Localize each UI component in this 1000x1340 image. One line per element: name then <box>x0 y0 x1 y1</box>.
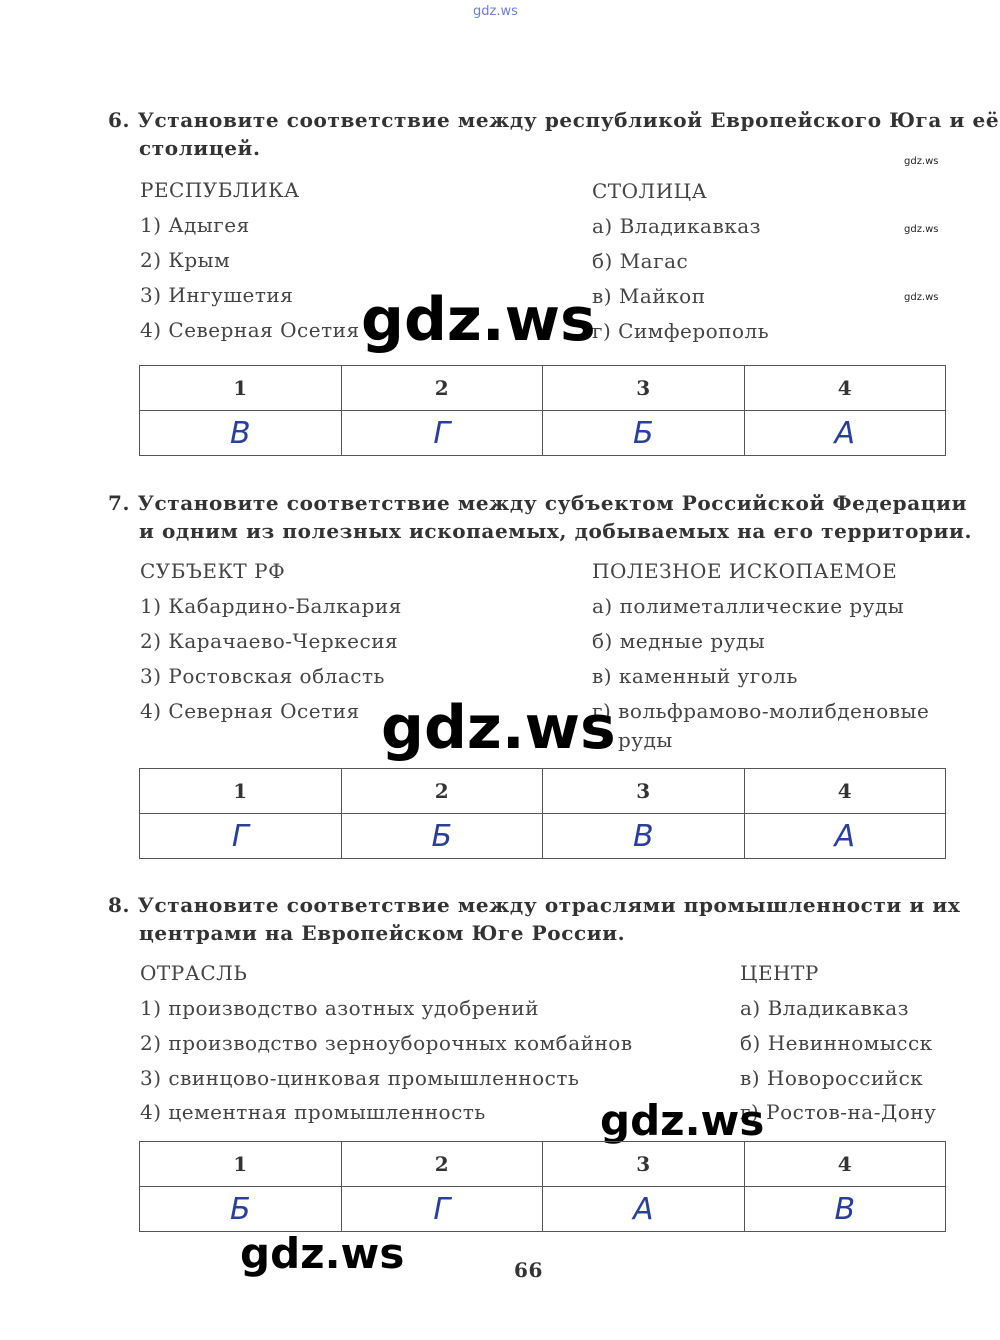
q8-left-header: ОТРАСЛЬ <box>140 961 248 985</box>
q8-left-item: 1) производство азотных удобрений <box>140 996 539 1020</box>
q6-left-header: РЕСПУБЛИКА <box>140 178 300 202</box>
answer-cell: Г <box>341 411 543 456</box>
q7-right-item: а) полиметаллические руды <box>592 594 905 618</box>
table-header: 4 <box>744 366 946 411</box>
table-header: 3 <box>543 1142 745 1187</box>
q7-right-item-cont: руды <box>618 728 673 752</box>
q6-right-item: а) Владикавказ <box>592 214 762 238</box>
answer-cell: А <box>543 1187 745 1232</box>
answer-cell: В <box>140 411 342 456</box>
table-header: 2 <box>341 769 543 814</box>
q6-title-line2: столицей. <box>139 136 261 160</box>
answer-cell: В <box>543 814 745 859</box>
q6-left-item: 1) Адыгея <box>140 213 250 237</box>
watermark-large: gdz.ws <box>240 1229 405 1278</box>
answer-cell: Г <box>341 1187 543 1232</box>
watermark-small: gdz.ws <box>904 224 939 235</box>
q8-title-line2: центрами на Европейском Юге России. <box>139 921 626 945</box>
q7-title-line1: 7. Установите соответствие между субъектом Российской Федерации <box>108 491 968 515</box>
table-header: 3 <box>543 769 745 814</box>
q8-right-item: б) Невинномысск <box>740 1031 933 1055</box>
table-header: 1 <box>140 1142 342 1187</box>
table-header: 2 <box>341 366 543 411</box>
q7-answer-table <box>139 768 946 859</box>
page-number: 66 <box>514 1258 544 1282</box>
answer-cell: А <box>744 411 946 456</box>
q8-right-item: г) Ростов-на-Дону <box>740 1100 937 1124</box>
q7-left-item: 1) Кабардино-Балкария <box>140 594 402 618</box>
watermark-top: gdz.ws <box>473 4 518 19</box>
q6-right-item: б) Магас <box>592 249 689 273</box>
q8-left-item: 2) производство зерноуборочных комбайнов <box>140 1031 633 1055</box>
q7-right-item: б) медные руды <box>592 629 766 653</box>
q7-title-line2: и одним из полезных ископаемых, добываемых на его территории. <box>139 519 973 543</box>
table-header: 1 <box>140 769 342 814</box>
q8-right-item: а) Владикавказ <box>740 996 910 1020</box>
q8-left-item: 4) цементная промышленность <box>140 1100 486 1124</box>
table-header: 1 <box>140 366 342 411</box>
watermark-small: gdz.ws <box>904 292 939 303</box>
q7-right-item: в) каменный уголь <box>592 664 798 688</box>
q6-right-item: в) Майкоп <box>592 284 706 308</box>
answer-cell: Г <box>140 814 342 859</box>
q8-right-item: в) Новороссийск <box>740 1066 924 1090</box>
q6-right-item: г) Симферополь <box>592 319 770 343</box>
watermark-small: gdz.ws <box>904 156 939 167</box>
q6-title-line1: 6. Установите соответствие между республикой Европейского Юга и её <box>108 108 1000 132</box>
watermark-large: gdz.ws <box>600 1096 765 1145</box>
q6-left-item: 4) Северная Осетия <box>140 318 360 342</box>
answer-cell: Б <box>140 1187 342 1232</box>
answer-cell: В <box>744 1187 946 1232</box>
q7-left-item: 4) Северная Осетия <box>140 699 360 723</box>
answer-cell: Б <box>341 814 543 859</box>
q6-left-item: 2) Крым <box>140 248 231 272</box>
watermark-large: gdz.ws <box>361 285 596 355</box>
q7-right-item: г) вольфрамово-молибденовые <box>592 699 930 723</box>
table-header: 2 <box>341 1142 543 1187</box>
answer-cell: Б <box>543 411 745 456</box>
q7-left-header: СУБЪЕКТ РФ <box>140 559 286 583</box>
q6-right-header: СТОЛИЦА <box>592 179 708 203</box>
table-header: 4 <box>744 1142 946 1187</box>
q8-answer-table <box>139 1141 946 1232</box>
q6-answer-table <box>139 365 946 456</box>
table-header: 4 <box>744 769 946 814</box>
q7-right-header: ПОЛЕЗНОЕ ИСКОПАЕМОЕ <box>592 559 898 583</box>
q8-title-line1: 8. Установите соответствие между отраслями промышленности и их <box>108 893 961 917</box>
q8-left-item: 3) свинцово-цинковая промышленность <box>140 1066 580 1090</box>
answer-cell: А <box>744 814 946 859</box>
table-header: 3 <box>543 366 745 411</box>
q7-left-item: 2) Карачаево-Черкесия <box>140 629 399 653</box>
q8-right-header: ЦЕНТР <box>740 961 819 985</box>
q7-left-item: 3) Ростовская область <box>140 664 385 688</box>
q6-left-item: 3) Ингушетия <box>140 283 294 307</box>
watermark-large: gdz.ws <box>381 693 616 763</box>
